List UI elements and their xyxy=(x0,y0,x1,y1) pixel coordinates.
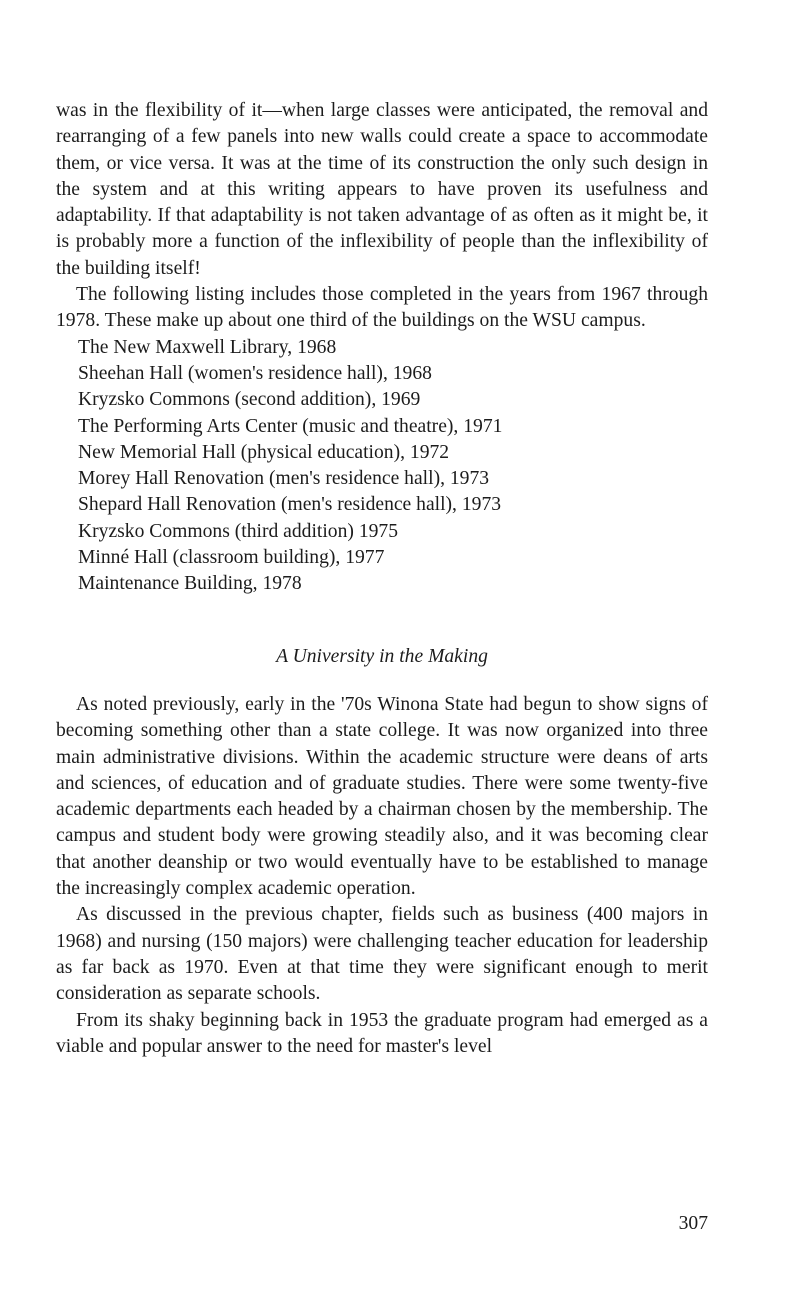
paragraph-flexibility: was in the flexibility of it—when large classes were anticipated, the removal and rearranging of a few panels into new walls could create a space to accommodate them, or vice versa. It was at the time of its construction the only such design in the system and at this writing appears to have proven its usefulness and adaptability. If that adaptability is not taken advantage of as often as it might be, it is probably more a function of the inflexibility of people than the inflexibility of the building itself! xyxy=(56,100,708,279)
paragraph-university: As noted previously, early in the '70s Winona State had begun to show signs of becoming something other than a state college. It was now organized into three main administrative divisions. Within the academic structure were deans of arts and sciences, of education and of graduate studies. There were some twenty-five academic departments each headed by a chairman chosen by the membership. The campus and student body were growing steadily also, and it was becoming clear that another deanship or two would eventually have to be established to manage the increasingly complex academic operation. xyxy=(56,693,708,900)
page-body xyxy=(56,98,708,1060)
paragraph-graduate-program: From its shaky beginning back in 1953 the graduate program had emerged as a viable and popular answer to the need for master's level xyxy=(56,1009,708,1057)
list-item: The New Maxwell Library, 1968 xyxy=(78,336,337,358)
section-title: A University in the Making xyxy=(276,645,488,667)
list-item: The Performing Arts Center (music and theatre), 1971 xyxy=(78,415,503,437)
list-item: Sheehan Hall (women's residence hall), 1968 xyxy=(78,362,432,384)
list-item: Morey Hall Renovation (men's residence hall), 1973 xyxy=(78,468,490,490)
list-item: Kryzsko Commons (second addition), 1969 xyxy=(78,389,421,411)
paragraph-listing-intro: The following listing includes those completed in the years from 1967 through 1978. These make up about one third of the buildings on the WSU campus. xyxy=(56,284,708,332)
page-number: 307 xyxy=(678,1213,708,1234)
list-item: Kryzsko Commons (third addition) 1975 xyxy=(78,520,399,542)
list-item: Minné Hall (classroom building), 1977 xyxy=(78,547,385,569)
list-item: Maintenance Building, 1978 xyxy=(78,573,302,595)
list-item: Shepard Hall Renovation (men's residence hall), 1973 xyxy=(78,494,502,516)
paragraph-business-nursing: As discussed in the previous chapter, fields such as business (400 majors in 1968) and nursing (150 majors) were challenging teacher education for leadership as far back as 1970. Even at that time they were significant enough to merit consideration as separate schools. xyxy=(56,904,708,1005)
list-item: New Memorial Hall (physical education), 1972 xyxy=(78,441,450,463)
building-list xyxy=(56,335,708,598)
